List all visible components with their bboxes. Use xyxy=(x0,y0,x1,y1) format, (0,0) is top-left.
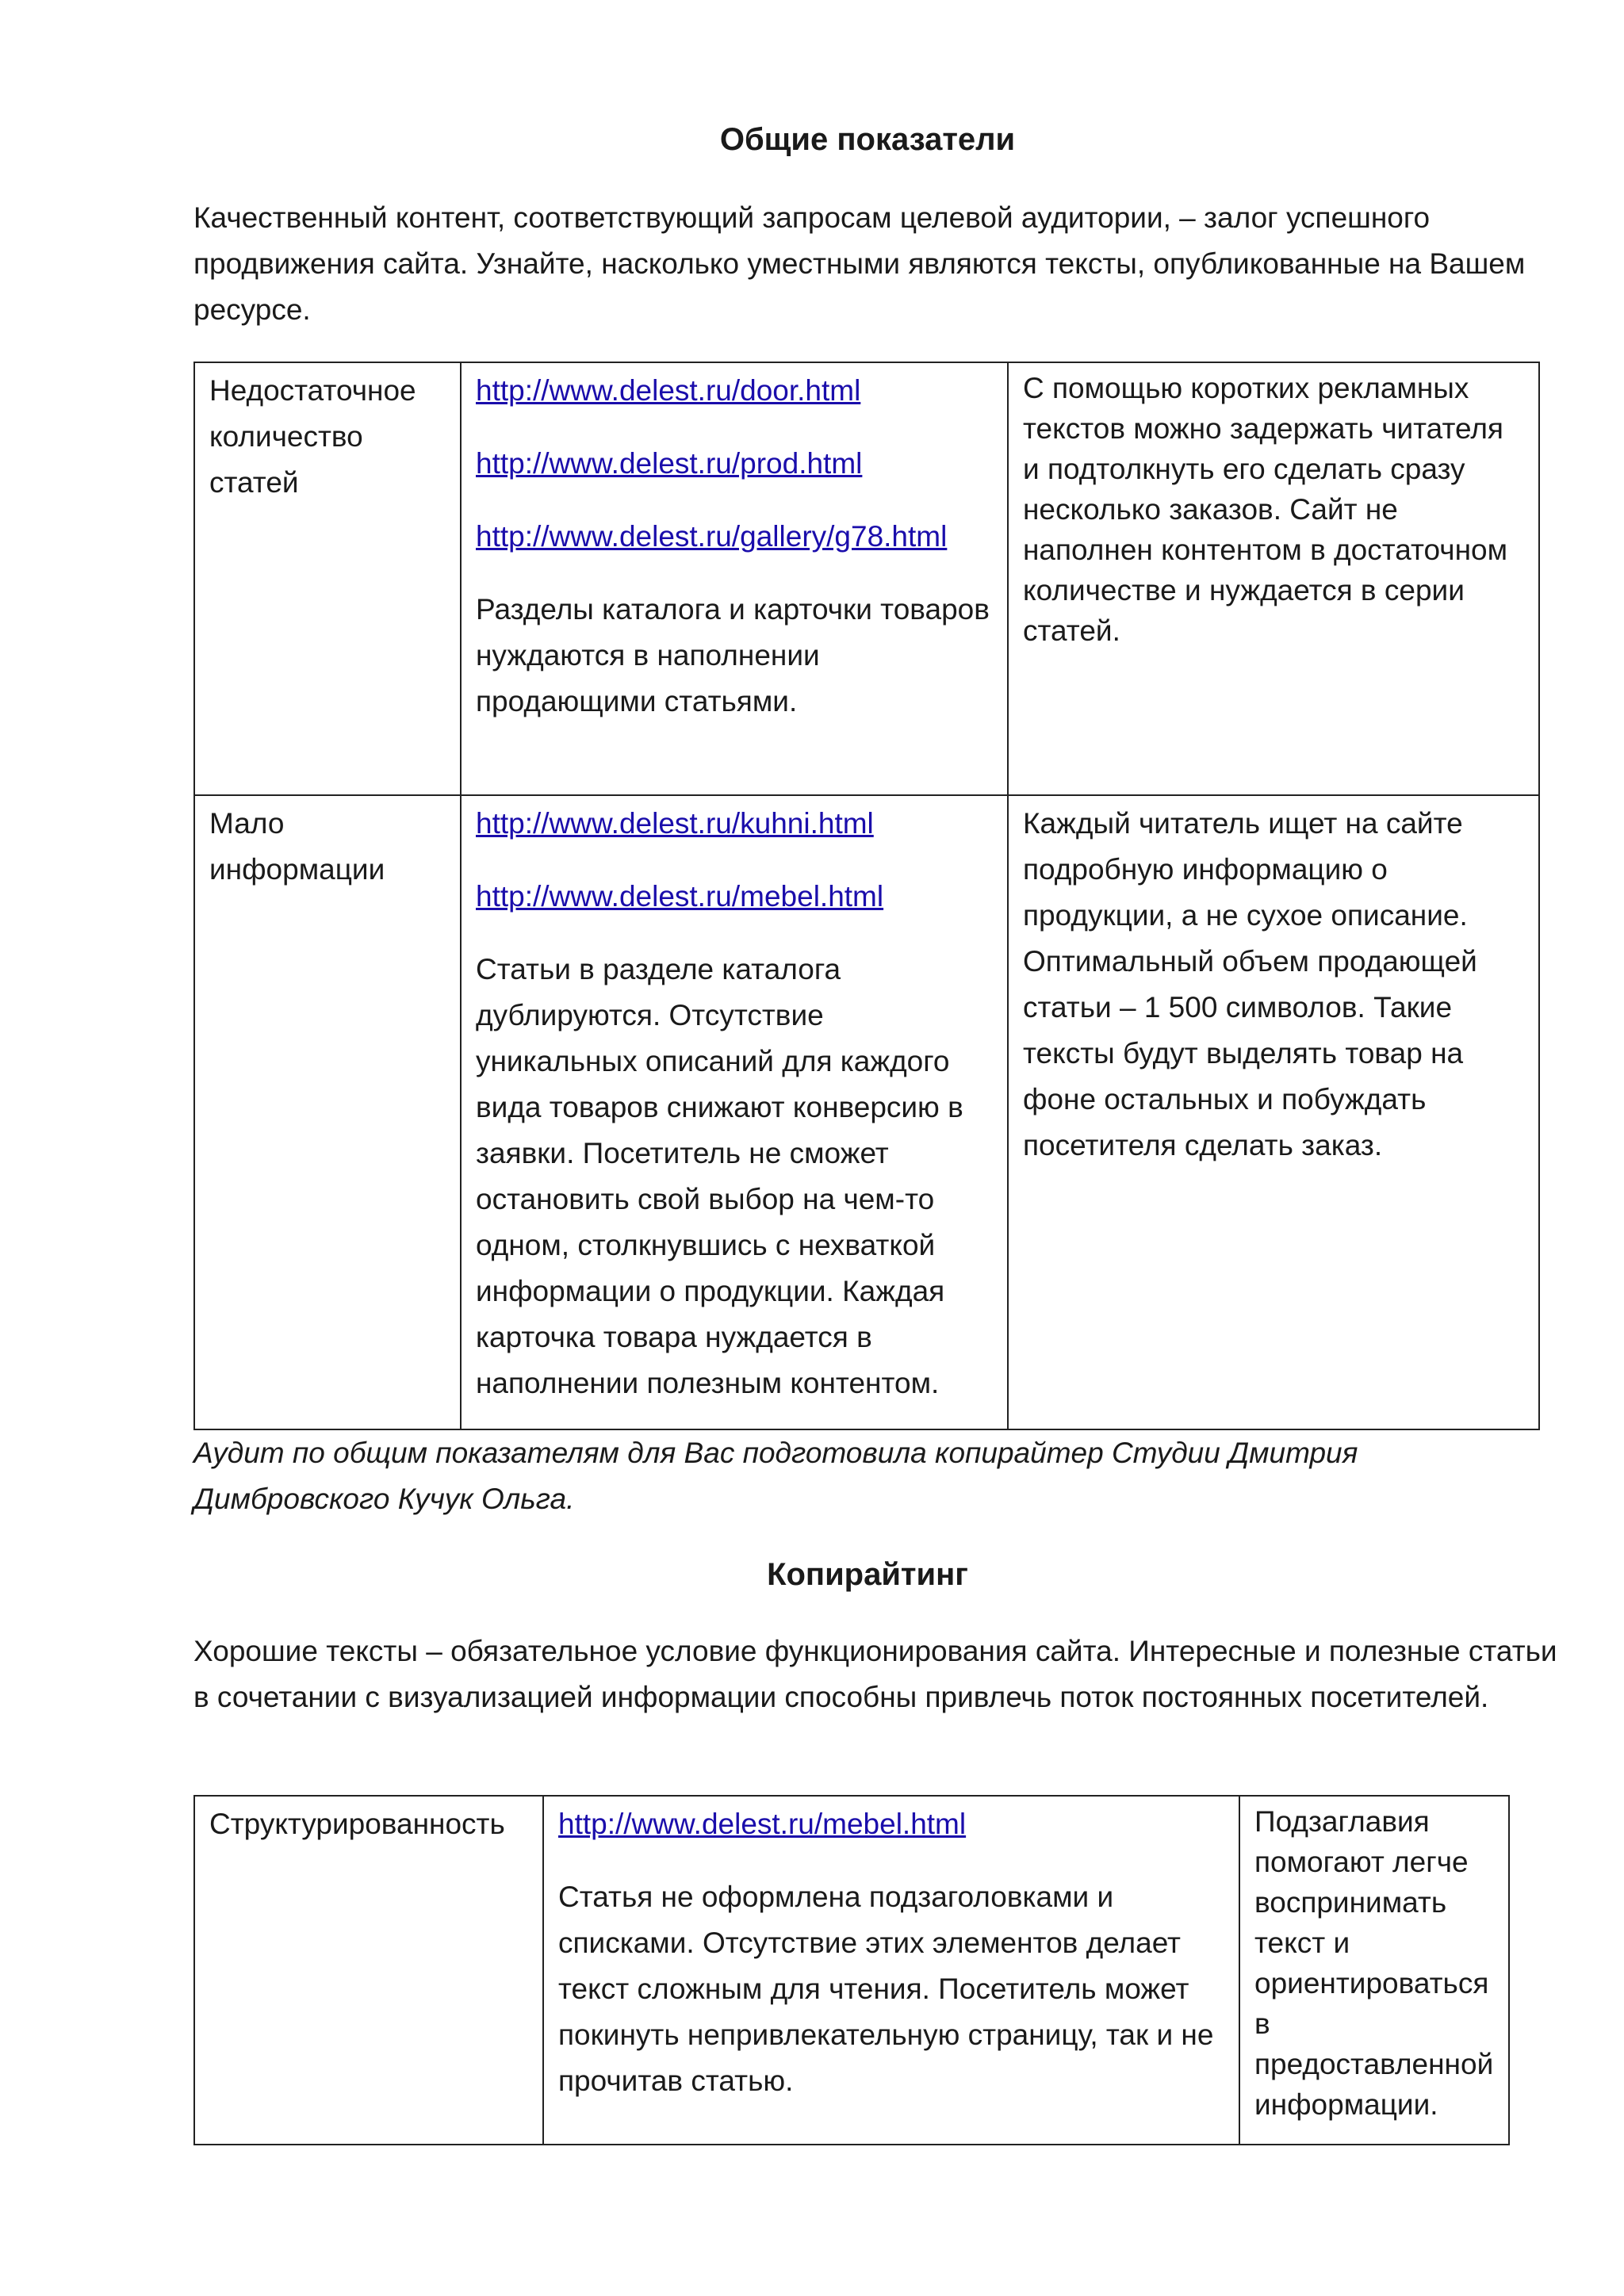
link-kuhni[interactable]: http://www.delest.ru/kuhni.html xyxy=(476,807,874,840)
copywriting-table xyxy=(193,1795,1510,2145)
recommendation-cell xyxy=(1008,362,1539,795)
table-row xyxy=(194,795,1539,1429)
recommendation-text: Подзаглавия помогают легче воспринимать текст и ориентироваться в предоставленной информации. xyxy=(1254,1805,1494,2121)
audit-signature: Аудит по общим показателям для Вас подготовила копирайтер Студии Дмитрия Димбровского Кучук Ольга. xyxy=(193,1437,1358,1515)
link-mebel[interactable]: http://www.delest.ru/mebel.html xyxy=(476,880,884,913)
issue-label: Недостаточное количество статей xyxy=(209,374,416,499)
section-title-copywriting: Копирайтинг xyxy=(767,1557,968,1592)
details-cell xyxy=(461,795,1008,1429)
recommendation-cell xyxy=(1008,795,1539,1429)
details-comment: Статьи в разделе каталога дублируются. Отсутствие уникальных описаний для каждого вида товаров снижают конверсию в заявки. Посетитель не сможет остановить свой выбор на чем-то одном, столкнувшись с нехваткой информации о продукции. Каждая карточка товара нуждается в наполнении полезным контентом. xyxy=(476,953,963,1399)
recommendation-text: Каждый читатель ищет на сайте подробную информацию о продукции, а не сухое описание. Оптимальный объем продающей статьи – 1 500 символов. Такие тексты будут выделять товар на фоне остальных и побуждать посетителя сделать заказ. xyxy=(1023,807,1477,1161)
issue-label: Структурированность xyxy=(209,1808,505,1840)
section-intro-general: Качественный контент, соответствующий запросам целевой аудитории, – залог успешного продвижения сайта. Узнайте, насколько уместными являются тексты, опубликованные на Вашем ресурсе. xyxy=(193,201,1526,326)
issue-cell xyxy=(194,795,461,1429)
details-comment: Статья не оформлена подзаголовками и списками. Отсутствие этих элементов делает текст сложным для чтения. Посетитель может покинуть непривлекательную страницу, так и не прочитав статью. xyxy=(558,1881,1214,2097)
issue-cell xyxy=(194,362,461,795)
link-gallery[interactable]: http://www.delest.ru/gallery/g78.html xyxy=(476,520,948,553)
link-mebel[interactable]: http://www.delest.ru/mebel.html xyxy=(558,1808,967,1840)
details-cell xyxy=(543,1796,1239,2145)
section-title-general: Общие показатели xyxy=(719,122,1016,157)
details-comment: Разделы каталога и карточки товаров нуждаются в наполнении продающими статьями. xyxy=(476,593,990,718)
link-door[interactable]: http://www.delest.ru/door.html xyxy=(476,374,861,407)
table-row xyxy=(194,362,1539,795)
recommendation-cell xyxy=(1239,1796,1509,2145)
issue-label: Мало информации xyxy=(209,807,385,886)
details-cell xyxy=(461,362,1008,795)
recommendation-text: С помощью коротких рекламных текстов можно задержать читателя и подтолкнуть его сделать сразу несколько заказов. Сайт не наполнен контентом в достаточном количестве и нуждается в серии статей. xyxy=(1023,372,1508,647)
issue-cell xyxy=(194,1796,543,2145)
table-row xyxy=(194,1796,1509,2145)
general-indicators-table xyxy=(193,362,1540,1430)
section-intro-copywriting: Хорошие тексты – обязательное условие функционирования сайта. Интересные и полезные статьи в сочетании с визуализацией информации способны привлечь поток постоянных посетителей. xyxy=(193,1635,1557,1713)
link-prod[interactable]: http://www.delest.ru/prod.html xyxy=(476,447,863,480)
